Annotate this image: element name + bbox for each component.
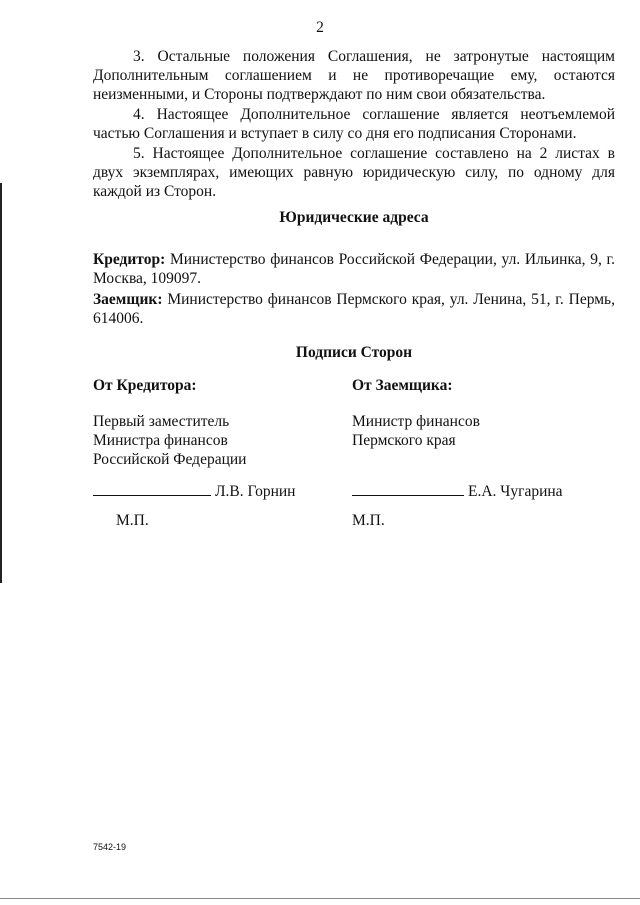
- creditor-side-title: От Кредитора:: [93, 377, 197, 394]
- debtor-side-title: От Заемщика:: [352, 377, 453, 394]
- debtor-address-text: Министерство финансов Пермского края, ул. Ленина, 51, г. Пермь, 614006.: [93, 291, 615, 327]
- paragraph-4: 4. Настоящее Дополнительное соглашение является неотъемлемой частью Соглашения и вступает в силу со дня его подписания Сторонами.: [93, 106, 615, 142]
- creditor-address-label: Кредитор:: [93, 251, 166, 268]
- debtor-signatory-name: Е.А. Чугарина: [468, 483, 563, 500]
- creditor-signature-row: [93, 481, 343, 501]
- creditor-signature-line: [93, 481, 211, 496]
- debtor-position: [352, 412, 615, 450]
- paragraph-5: 5. Настоящее Дополнительное соглашение составлено на 2 листах в двух экземплярах, имеющих равную юридическую силу, по одному для каждой из Сторон.: [93, 145, 615, 200]
- debtor-position-line: Пермского края: [352, 432, 456, 449]
- document-body: [93, 47, 615, 201]
- signatures-heading: Подписи Сторон: [295, 344, 413, 361]
- creditor-position-line: Министра финансов: [93, 432, 228, 449]
- creditor-stamp-place: М.П.: [116, 512, 149, 529]
- debtor-signature-line: [352, 481, 464, 496]
- scan-edge-bottom: [0, 898, 640, 899]
- paragraph-3: 3. Остальные положения Соглашения, не затронутые настоящим Дополнительным соглашением и не противоречащие ему, остаются неизменными, и Стороны подтверждают по ним свои обязательства.: [93, 48, 615, 103]
- creditor-position-line: Российской Федерации: [93, 451, 247, 468]
- creditor-address-text: Министерство финансов Российской Федерации, ул. Ильинка, 9, г. Москва, 109097.: [93, 251, 616, 287]
- creditor-signatory-name: Л.В. Горнин: [215, 483, 296, 500]
- scan-edge-left: [0, 183, 2, 583]
- document-code: 7542-19: [93, 842, 127, 852]
- debtor-position-line: Министр финансов: [352, 413, 480, 430]
- debtor-address: [93, 290, 615, 328]
- creditor-position-line: Первый заместитель: [93, 413, 230, 430]
- debtor-address-label: Заемщик:: [93, 291, 163, 308]
- creditor-position: [93, 412, 343, 469]
- debtor-signature-row: [352, 481, 615, 501]
- addresses-heading: Юридические адреса: [279, 209, 429, 226]
- debtor-stamp-place: М.П.: [352, 512, 385, 529]
- page-number: 2: [316, 19, 324, 36]
- creditor-address: [93, 250, 615, 288]
